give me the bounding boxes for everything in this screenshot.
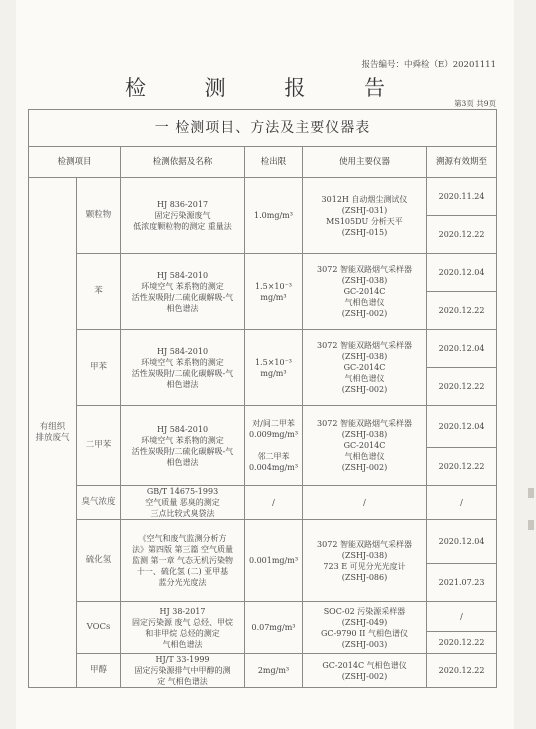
category-cell: 有组织 排放废气 <box>29 178 77 688</box>
valid-until-cell: 2020.12.22 <box>427 368 497 406</box>
method-cell: HJ 584-2010 环境空气 苯系物的测定 活性炭吸附/二硫化碳解吸-气 相色谱法 <box>121 406 245 486</box>
table-row <box>29 254 497 292</box>
valid-until-cell: 2020.12.04 <box>427 254 497 292</box>
col-header-instrument: 使用主要仪器 <box>303 147 427 178</box>
page-info: 第3页 共9页 <box>454 99 496 108</box>
method-cell: HJ 38-2017 固定污染源 废气 总烃、甲烷 和非甲烷 总烃的测定 气相色谱法 <box>121 602 245 654</box>
instrument-cell: 3012H 自动烟尘测试仪 (ZSHJ-031) MS105DU 分析天平 (ZSHJ-015) <box>303 178 427 254</box>
valid-until-cell: 2020.12.22 <box>427 216 497 254</box>
limit-cell: 1.0mg/m³ <box>245 178 303 254</box>
report-title: 检 测 报 告 <box>124 76 412 100</box>
valid-until-cell: 2020.12.04 <box>427 520 497 564</box>
table-header-row <box>29 147 497 178</box>
method-cell: GB/T 14675-1993 空气质量 恶臭的测定 三点比较式臭袋法 <box>121 486 245 520</box>
method-cell: HJ/T 33-1999 固定污染源排气中甲醇的测 定 气相色谱法 <box>121 654 245 688</box>
col-header-item: 检测项目 <box>29 147 121 178</box>
test-items-table <box>28 109 497 688</box>
item-cell: 颗粒物 <box>77 178 121 254</box>
method-cell: HJ 836-2017 固定污染源废气 低浓度颗粒物的测定 重量法 <box>121 178 245 254</box>
page-edge-mark <box>528 520 534 530</box>
table-row <box>29 654 497 688</box>
valid-until-cell: 2020.12.22 <box>427 654 497 688</box>
limit-cell: 对/间二甲苯 0.009mg/m³ 邻二甲苯 0.004mg/m³ <box>245 406 303 486</box>
valid-until-cell: 2021.07.23 <box>427 564 497 602</box>
item-cell: 硫化氢 <box>77 520 121 602</box>
limit-cell: 1.5×10⁻³ mg/m³ <box>245 254 303 330</box>
limit-cell: 0.07mg/m³ <box>245 602 303 654</box>
method-cell: HJ 584-2010 环境空气 苯系物的测定 活性炭吸附/二硫化碳解吸-气 相色谱法 <box>121 330 245 406</box>
item-cell: 甲醇 <box>77 654 121 688</box>
col-header-limit: 检出限 <box>245 147 303 178</box>
section-title: 一 检测项目、方法及主要仪器表 <box>29 110 497 147</box>
instrument-cell: 3072 智能双路烟气采样器 (ZSHJ-038) GC-2014C 气相色谱仪 (ZSHJ-002) <box>303 254 427 330</box>
page-edge-mark <box>528 488 534 498</box>
valid-until-cell: 2020.12.22 <box>427 632 497 654</box>
item-cell: 二甲苯 <box>77 406 121 486</box>
method-cell: 《空气和废气监测分析方 法》第四版 第三篇 空气质量 监测 第一章 气态无机污染物 十一、硫化氢 (二) 亚甲基 蓝分光光度法 <box>121 520 245 602</box>
item-cell: 甲苯 <box>77 330 121 406</box>
valid-until-cell: 2020.12.22 <box>427 448 497 486</box>
table-row <box>29 178 497 216</box>
limit-cell: / <box>245 486 303 520</box>
table-row <box>29 330 497 368</box>
instrument-cell: 3072 智能双路烟气采样器 (ZSHJ-038) 723 E 可见分光光度计 (ZSHJ-086) <box>303 520 427 602</box>
col-header-valid-until: 溯源有效期至 <box>427 147 497 178</box>
col-header-method: 检测依据及名称 <box>121 147 245 178</box>
instrument-cell: GC-2014C 气相色谱仪 (ZSHJ-002) <box>303 654 427 688</box>
valid-until-cell: / <box>427 602 497 632</box>
method-cell: HJ 584-2010 环境空气 苯系物的测定 活性炭吸附/二硫化碳解吸-气 相色谱法 <box>121 254 245 330</box>
item-cell: VOCs <box>77 602 121 654</box>
valid-until-cell: 2020.12.04 <box>427 330 497 368</box>
valid-until-cell: 2020.12.22 <box>427 292 497 330</box>
valid-until-cell: / <box>427 486 497 520</box>
limit-cell: 0.001mg/m³ <box>245 520 303 602</box>
table-row <box>29 602 497 632</box>
valid-until-cell: 2020.11.24 <box>427 178 497 216</box>
report-number: 报告编号：中舜检（E）20201111 <box>361 60 496 70</box>
limit-cell: 2mg/m³ <box>245 654 303 688</box>
table-row <box>29 520 497 564</box>
limit-cell: 1.5×10⁻³ mg/m³ <box>245 330 303 406</box>
instrument-cell: SOC-02 污染源采样器 (ZSHJ-049) GC-9790 II 气相色谱仪 (ZSHJ-003) <box>303 602 427 654</box>
instrument-cell: 3072 智能双路烟气采样器 (ZSHJ-038) GC-2014C 气相色谱仪 (ZSHJ-002) <box>303 406 427 486</box>
valid-until-cell: 2020.12.04 <box>427 406 497 448</box>
table-row <box>29 406 497 448</box>
instrument-cell: / <box>303 486 427 520</box>
table-row <box>29 486 497 520</box>
instrument-cell: 3072 智能双路烟气采样器 (ZSHJ-038) GC-2014C 气相色谱仪 (ZSHJ-002) <box>303 330 427 406</box>
item-cell: 臭气浓度 <box>77 486 121 520</box>
item-cell: 苯 <box>77 254 121 330</box>
